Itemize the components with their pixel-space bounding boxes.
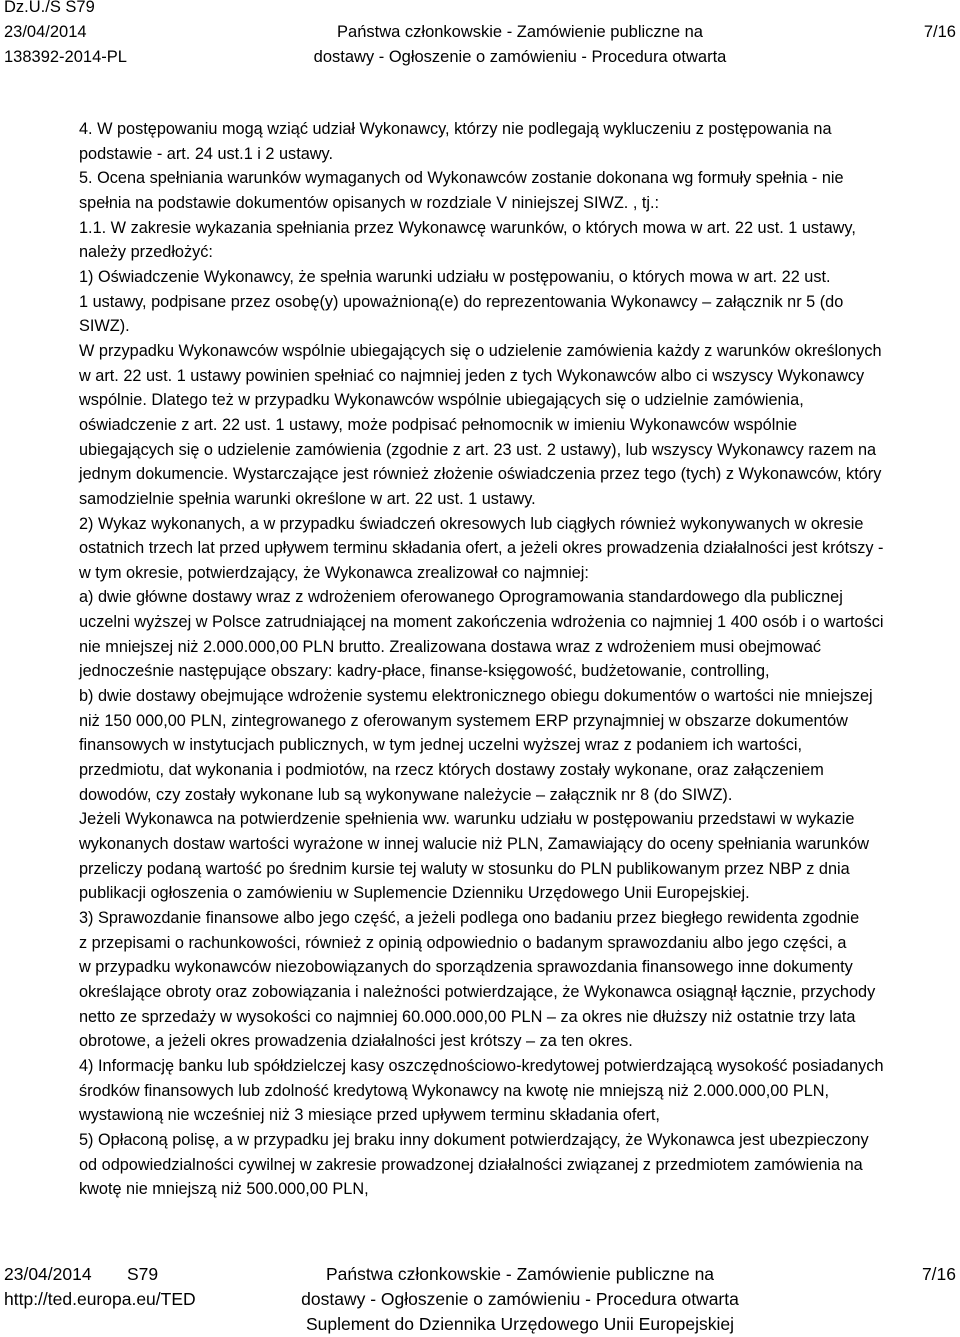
text-line: spełnia na podstawie dokumentów opisanych w rozdziale V niniejszej SIWZ. , tj.:: [79, 193, 660, 212]
text-line: Jeżeli Wykonawca na potwierdzenie spełnienia ww. warunku udziału w postępowaniu przedstawi w wykazie: [79, 810, 855, 829]
text-line: w tym okresie, potwierdzający, że Wykonawca zrealizował co najmniej:: [79, 563, 589, 582]
footer-series: S79: [127, 1264, 159, 1284]
text-line: kwotę nie mniejszą niż 500.000,00 PLN,: [79, 1180, 369, 1199]
text-line: 4) Informację banku lub spółdzielczej kasy oszczędnościowo-kredytowej potwierdzającą wysokość posiadanych: [79, 1056, 884, 1075]
text-line: 1.1. W zakresie wykazania spełniania przez Wykonawcę warunków, o których mowa w art. 22 ust. 1 ustawy,: [79, 218, 856, 237]
text-line: SIWZ).: [79, 317, 130, 336]
footer-page-number: 7/16: [921, 1264, 956, 1284]
footer-title-line1: Państwa członkowskie - Zamówienie publiczne na: [325, 1264, 715, 1284]
text-line: b) dwie dostawy obejmujące wdrożenie systemu elektronicznego obiegu dokumentów o wartości nie mniejszej: [79, 687, 873, 706]
text-line: dowodów, czy zostały wykonane lub są wykonywane należycie – załącznik nr 8 (do SIWZ).: [79, 785, 733, 804]
header-date: 23/04/2014: [4, 23, 87, 41]
text-line: 5. Ocena spełniania warunków wymaganych od Wykonawców zostanie dokonana wg formuły spełnia - nie: [79, 169, 844, 188]
text-line: określające obroty oraz zobowiązania i należności potwierdzające, że Wykonawca osiągnął łącznie, przychody: [79, 982, 876, 1001]
text-line: 5) Opłaconą polisę, a w przypadku jej braku inny dokument potwierdzający, że Wykonawca jest ubezpieczony: [79, 1130, 869, 1149]
text-line: obrotowe, a jeżeli okres prowadzenia działalności jest krótszy – za ten okres.: [79, 1032, 633, 1051]
text-line: publikacji ogłoszenia o zamówieniu w Suplemencie Dzienniku Urzędowego Unii Europejskiej.: [79, 884, 750, 903]
text-line: ubiegających się o udzielenie zamówienia (zgodnie z art. 23 ust. 2 ustawy), lub wszyscy Wykonawcy razem na: [79, 440, 877, 459]
header-title-line1: Państwa członkowskie - Zamówienie publiczne na: [337, 23, 703, 41]
header-page-number: 7/16: [923, 23, 956, 41]
text-line: środków finansowych lub zdolność kredytową Wykonawcy na kwotę nie mniejszą niż 2.000.000,00 PLN,: [79, 1081, 830, 1100]
text-line: należy przedłożyć:: [79, 243, 213, 262]
text-line: ostatnich trzech lat przed upływem terminu składania ofert, a jeżeli okres prowadzenia działalności jest krótszy -: [79, 539, 884, 558]
text-line: uczelni wyższej w Polsce zatrudniającej na moment zakończenia wdrożenia co najmniej 1 400 osób i o wartości: [79, 613, 884, 632]
text-line: finansowych w instytucjach publicznych, w tym jednej uczelni wyższej wraz z podaniem ich wartości,: [79, 736, 802, 755]
text-line: oświadczenie z art. 22 ust. 1 ustawy, może podpisać pełnomocnik w imieniu Wykonawców wspólnie: [79, 415, 798, 434]
footer-url[interactable]: http://ted.europa.eu/TED: [4, 1289, 196, 1309]
text-line: netto ze sprzedaży w wysokości co najmniej 60.000.000,00 PLN – za okres nie dłuższy niż ostatnie trzy lata: [79, 1007, 856, 1026]
text-line: w przypadku wykonawców niezobowiązanych do sporządzenia sprawozdania finansowego inne dokumenty: [79, 958, 853, 977]
document-body: [79, 117, 955, 1202]
text-line: podstawie - art. 24 ust.1 i 2 ustawy.: [79, 144, 333, 163]
document-id: 138392-2014-PL: [4, 48, 127, 66]
text-line: samodzielnie spełnia warunki określone w art. 22 ust. 1 ustawy.: [79, 489, 536, 508]
text-line: 3) Sprawozdanie finansowe albo jego część, a jeżeli podlega ono badaniu przez biegłego rewidenta zgodnie: [79, 909, 860, 927]
text-line: od odpowiedzialności cywilnej w zakresie prowadzonej działalności związanej z przedmiotem zamówienia na: [79, 1155, 863, 1174]
text-line: wystawioną nie wcześniej niż 3 miesiące przed upływem terminu składania ofert,: [79, 1106, 660, 1125]
text-line: z przepisami o rachunkowości, również z opinią odpowiednio o badanym sprawozdaniu albo jego części, a: [79, 933, 847, 952]
text-line: W przypadku Wykonawców wspólnie ubiegających się o udzielenie zamówienia każdy z warunków określonych: [79, 341, 882, 360]
footer-title-line2: dostawy - Ogłoszenie o zamówieniu - Procedura otwarta: [301, 1289, 739, 1309]
text-line: niż 150 000,00 PLN, zintegrowanego z oferowanym systemem ERP przynajmniej w obszarze dokumentów: [79, 711, 848, 730]
text-line: przedmiotu, dat wykonania i podmiotów, na rzecz których dostawy zostały wykonane, oraz załączeniem: [79, 761, 824, 780]
text-line: 1) Oświadczenie Wykonawcy, że spełnia warunki udziału w postępowaniu, o których mowa w art. 22 ust.: [79, 267, 831, 286]
text-line: jednym dokumencie. Wystarczające jest również złożenie oświadczenia przez tego (tych) z Wykonawców, który: [79, 465, 882, 484]
header-title-line2: dostawy - Ogłoszenie o zamówieniu - Procedura otwarta: [313, 48, 727, 66]
text-line: 2) Wykaz wykonanych, a w przypadku świadczeń okresowych lub ciągłych również wykonywanych w okresie: [79, 514, 864, 533]
text-line: wspólnie. Dlatego też w przypadku Wykonawców wspólnie ubiegających się o udzielnie zamówienia,: [79, 391, 804, 410]
text-line: nie mniejszej niż 2.000.000,00 PLN brutto. Zrealizowana dostawa wraz z wdrożeniem musi obejmować: [79, 637, 822, 656]
text-line: wykonanych dostaw wartości wyrażone w innej walucie niż PLN, Zamawiający do oceny spełniania warunków: [79, 835, 870, 854]
text-line: 1 ustawy, podpisane przez osobę(y) upoważnioną(e) do reprezentowania Wykonawcy – załącznik nr 5 (do: [79, 292, 844, 311]
text-line: jednocześnie następujące obszary: kadry-płace, finanse-księgowość, budżetowanie, controlling,: [79, 662, 770, 681]
text-line: przeliczy podaną wartość po średnim kursie tej waluty w stosunku do PLN publikowanym przez NBP z dnia: [79, 859, 850, 878]
text-line: 4. W postępowaniu mogą wziąć udział Wykonawcy, którzy nie podlegają wykluczeniu z postępowania na: [79, 120, 832, 138]
text-line: w art. 22 ust. 1 ustawy powinien spełniać co najmniej jeden z tych Wykonawców albo ci wszyscy Wykonawcy: [79, 366, 865, 385]
footer-date: 23/04/2014: [4, 1264, 92, 1284]
footer-title-line3: Suplement do Dziennika Urzędowego Unii Europejskiej: [305, 1314, 734, 1334]
text-line: a) dwie główne dostawy wraz z wdrożeniem oferowanego Oprogramowania standardowego dla publicznej: [79, 588, 843, 607]
journal-ref: Dz.U./S S79: [4, 0, 95, 16]
